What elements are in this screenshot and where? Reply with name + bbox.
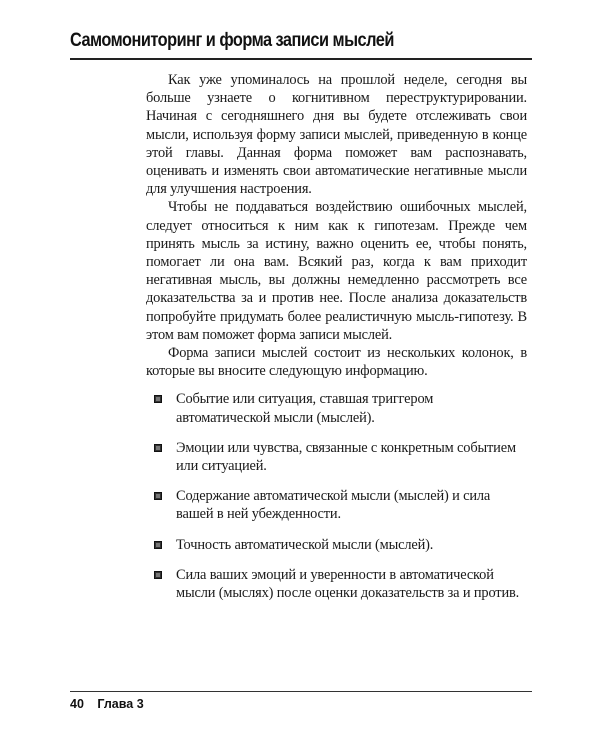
paragraph-2: Чтобы не поддаваться воздействию ошибочных мыслей, следует относиться к ним как к гипотезам. Прежде чем принять мысль за истину, важно оценить ее, чтобы понять, помогает ли она вам. Всякий раз, когда к вам приходит негативная мысль, вы должны немедленно рассмотреть все доказательства за и против нее. После анализа доказательств попробуйте придумать более реалистичную мысль-гипотезу. В этом вам поможет форма записи мыслей.	[146, 199, 527, 343]
square-bullet-icon	[154, 444, 162, 452]
square-bullet-icon	[154, 395, 162, 403]
paragraph-3: Форма записи мыслей состоит из нескольких колонок, в которые вы вносите следующую информацию.	[146, 345, 527, 380]
page-number: 40	[70, 697, 84, 711]
header-divider	[70, 58, 532, 60]
square-bullet-icon	[154, 571, 162, 579]
bullet-item	[146, 536, 527, 554]
bullet-text: Эмоции или чувства, связанные с конкретным событием или ситуацией.	[176, 439, 516, 475]
bullet-item	[146, 487, 527, 523]
bullet-item	[146, 566, 527, 602]
chapter-label: Глава 3	[97, 697, 144, 711]
bullet-list	[146, 390, 527, 602]
bullet-item	[146, 390, 527, 426]
square-bullet-icon	[154, 541, 162, 549]
main-text	[146, 71, 527, 614]
paragraph-1: Как уже упоминалось на прошлой неделе, сегодня вы больше узнаете о когнитивном переструктурировании. Начиная с сегодняшнего дня вы будете отслеживать свои мысли, используя форму записи мыслей, приведенную в конце этой главы. Данная форма поможет вам распознавать, оценивать и изменять свои автоматические негативные мысли для улучшения настроения.	[146, 72, 527, 198]
bullet-text: Событие или ситуация, ставшая триггером автоматической мысли (мыслей).	[176, 391, 434, 426]
square-bullet-icon	[154, 492, 162, 500]
footer-divider	[70, 691, 532, 692]
bullet-item	[146, 439, 527, 475]
page-footer	[70, 697, 144, 711]
bullet-text: Точность автоматической мысли (мыслей).	[176, 536, 434, 553]
bullet-text: Сила ваших эмоций и уверенности в автоматической мысли (мыслях) после оценки доказательств за и против.	[176, 566, 520, 602]
bullet-text: Содержание автоматической мысли (мыслей) и сила вашей в ней убежденности.	[176, 488, 491, 523]
page-title: Самомониторинг и форма записи мыслей	[70, 30, 394, 51]
